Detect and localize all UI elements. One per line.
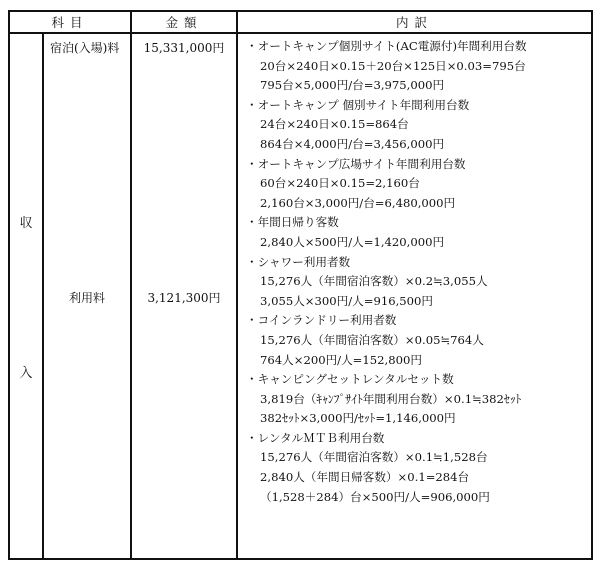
- amount-lodging: 15,331,000円: [143, 41, 225, 55]
- category-char-1: 収: [19, 215, 33, 231]
- header-amount: 金額: [131, 11, 237, 33]
- amount-cell: [131, 33, 237, 559]
- detail-calculation: 2,840人×500円/人=1,420,000円: [260, 234, 445, 249]
- detail-calculation: 15,276人（年間宿泊客数）×0.05≒764人: [260, 332, 484, 347]
- detail-heading: ・オートキャンプ個別サイト(AC電源付)年間利用台数: [246, 39, 527, 53]
- detail-calculation: 15,276人（年間宿泊客数）×0.2≒3,055人: [260, 274, 488, 289]
- detail-calculation: 3,055人×300円/人=916,500円: [260, 293, 433, 308]
- detail-heading: ・オートキャンプ 個別サイト年間利用台数: [246, 97, 470, 112]
- detail-calculation: 795台×5,000円/台=3,975,000円: [260, 78, 445, 93]
- detail-calculation: 24台×240日×0.15=864台: [260, 117, 409, 132]
- detail-calculation: 2,160台×3,000円/台=6,480,000円: [260, 195, 456, 210]
- header-detail: 内訳: [237, 11, 592, 33]
- detail-calculation: 382ｾｯﾄ×3,000円/ｾｯﾄ=1,146,000円: [260, 411, 456, 426]
- detail-calculation: 15,276人（年間宿泊客数）×0.1≒1,528台: [260, 450, 488, 465]
- detail-calculation: 764人×200円/人=152,800円: [260, 352, 422, 367]
- item-lodging: 宿泊(入場)料: [50, 41, 120, 55]
- detail-heading: ・シャワー利用者数: [246, 254, 351, 269]
- detail-heading: ・レンタルＭＴＢ利用台数: [246, 430, 385, 445]
- item-cell: [43, 33, 131, 559]
- table-body-row: [9, 33, 592, 559]
- category-cell: [9, 33, 43, 559]
- detail-heading: ・キャンピングセットレンタルセット数: [246, 372, 454, 387]
- detail-calculation: （1,528＋284）台×500円/人=906,000円: [260, 489, 490, 504]
- detail-heading: ・オートキャンプ広場サイト年間利用台数: [246, 156, 466, 171]
- category-char-2: 入: [19, 365, 33, 381]
- detail-calculation: 864台×4,000円/台=3,456,000円: [260, 136, 445, 151]
- item-usage: 利用料: [69, 291, 106, 305]
- header-item: 科目: [9, 11, 131, 33]
- detail-calculation: 3,819台（ｷｬﾝﾌﾟｻｲﾄ年間利用台数）×0.1≒382ｾｯﾄ: [260, 391, 522, 406]
- income-breakdown-table: [8, 10, 593, 560]
- detail-heading: ・年間日帰り客数: [246, 215, 339, 230]
- detail-calculation: 60台×240日×0.15=2,160台: [260, 176, 420, 191]
- amount-usage: 3,121,300円: [147, 291, 221, 305]
- table-header-row: [9, 11, 592, 33]
- detail-calculation: 2,840人（年間日帰客数）×0.1=284台: [260, 470, 470, 485]
- detail-heading: ・コインランドリー利用者数: [246, 313, 397, 328]
- detail-calculation: 20台×240日×0.15＋20台×125日×0.03=795台: [260, 58, 526, 73]
- detail-cell: [237, 33, 592, 559]
- detail-lines: [246, 37, 587, 507]
